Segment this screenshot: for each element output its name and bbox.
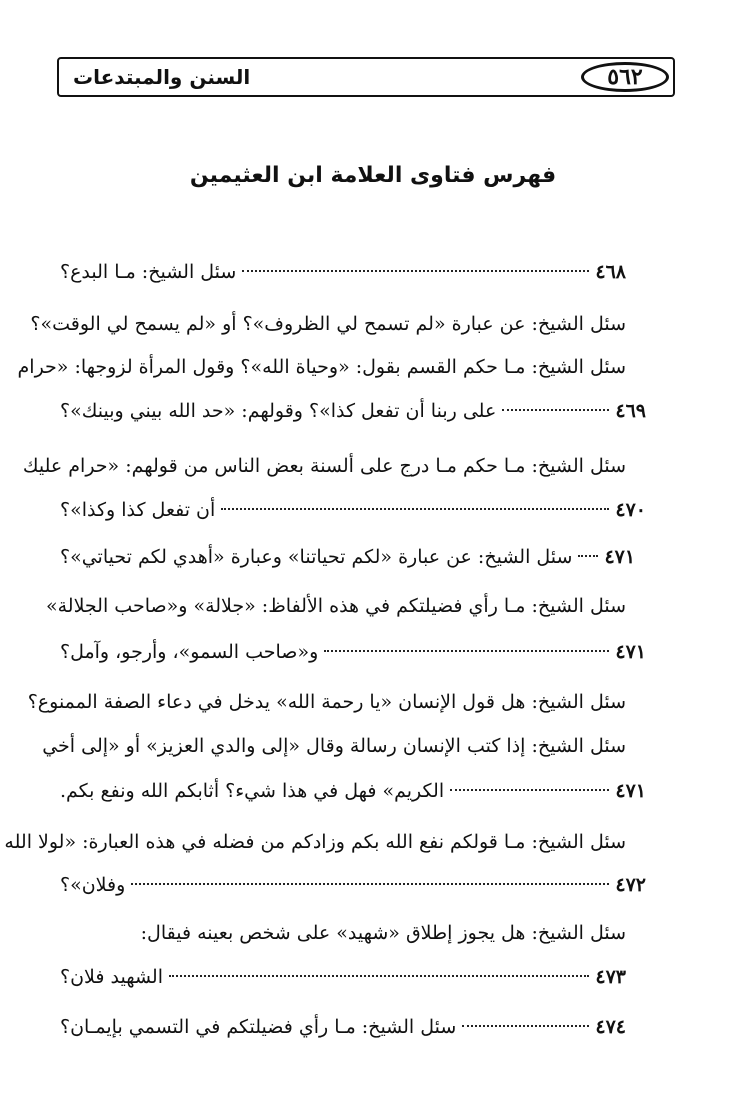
toc-entry-text: سئل الشيخ: هل قول الإنسان «يا رحمة الله» يدخل في دعاء الصفة الممنوع؟ — [27, 691, 626, 713]
toc-page-number: ٤٦٩ — [615, 400, 646, 422]
dot-leader — [131, 883, 609, 885]
toc-entry — [60, 258, 626, 286]
toc-entry — [60, 1013, 626, 1041]
toc-entry — [60, 638, 646, 666]
toc-entry-text: سئل الشيخ: عن عبارة «لم تسمح لي الظروف»؟ أو «لم يسمح لي الوقت»؟ — [30, 313, 626, 335]
dot-leader — [242, 270, 589, 272]
dot-leader — [450, 789, 609, 791]
running-title: السنن والمبتدعات — [73, 65, 251, 89]
dot-leader — [578, 555, 598, 557]
toc-entry-text: سئل الشيخ: إذا كتب الإنسان رسالة وقال «إلى والدي العزيز» أو «إلى أخي — [42, 735, 626, 757]
dot-leader — [169, 975, 589, 977]
toc-page-number: ٤٧٣ — [595, 966, 626, 988]
toc-entry-text: سئل الشيخ: مـا رأي فضيلتكم في التسمي بإيمـان؟ — [60, 1016, 457, 1038]
toc-entry — [60, 777, 646, 805]
toc-page-number: ٤٧٠ — [615, 499, 646, 521]
toc-page-number: ٤٧٢ — [615, 874, 646, 896]
toc-entry-text: سئل الشيخ: مـا قولكم نفع الله بكم وزادكم من فضله في هذه العبارة: «لولا الله — [4, 831, 626, 853]
toc-page-number: ٤٧١ — [604, 546, 636, 568]
toc-entry — [60, 543, 636, 571]
running-header — [57, 57, 675, 97]
toc-entry — [60, 496, 646, 524]
dot-leader — [462, 1025, 589, 1027]
page-number: ٥٦٢ — [581, 62, 669, 92]
toc-entry — [60, 397, 646, 425]
toc-entry-text: سئل الشيخ: مـا حكم القسم بقول: «وحياة الله»؟ وقول المرأة لزوجها: «حرام — [17, 356, 626, 378]
dot-leader — [221, 508, 609, 510]
index-title: فهرس فتاوى العلامة ابن العثيمين — [189, 163, 557, 188]
dot-leader — [324, 650, 609, 652]
toc-page-number: ٤٧١ — [615, 780, 646, 802]
toc-entry-text: وفلان»؟ — [60, 874, 126, 896]
toc-entry-text: الشهيد فلان؟ — [60, 966, 163, 988]
toc-entry — [60, 871, 646, 899]
dot-leader — [502, 409, 609, 411]
toc-entry-text: سئل الشيخ: عن عبارة «لكم تحياتنا» وعبارة «أهدي لكم تحياتي»؟ — [60, 546, 573, 568]
toc-entry-text: على ربنا أن تفعل كذا»؟ وقولهم: «حد الله بيني وبينك»؟ — [60, 400, 497, 422]
toc-entry-text: و«صاحب السمو»، وأرجو، وآمل؟ — [60, 641, 319, 663]
toc-page-number: ٤٦٨ — [595, 261, 626, 283]
toc-page-number: ٤٧١ — [615, 641, 646, 663]
toc-entry-text: أن تفعل كذا وكذا»؟ — [60, 499, 216, 521]
toc-page-number: ٤٧٤ — [595, 1016, 626, 1038]
toc-entry-text: سئل الشيخ: مـا حكم مـا درج على ألسنة بعض الناس من قولهم: «حرام عليك — [22, 455, 626, 477]
toc-entry-text: الكريم» فهل في هذا شيء؟ أثابكم الله ونفع بكم. — [60, 780, 445, 802]
toc-entry — [60, 963, 626, 991]
toc-entry-text: سئل الشيخ: مـا البدع؟ — [60, 261, 237, 283]
toc-entry-text: سئل الشيخ: مـا رأي فضيلتكم في هذه الألفاظ: «جلالة» و«صاحب الجلالة» — [45, 595, 626, 617]
toc-entry-text: سئل الشيخ: هل يجوز إطلاق «شهيد» على شخص بعينه فيقال: — [140, 922, 626, 944]
